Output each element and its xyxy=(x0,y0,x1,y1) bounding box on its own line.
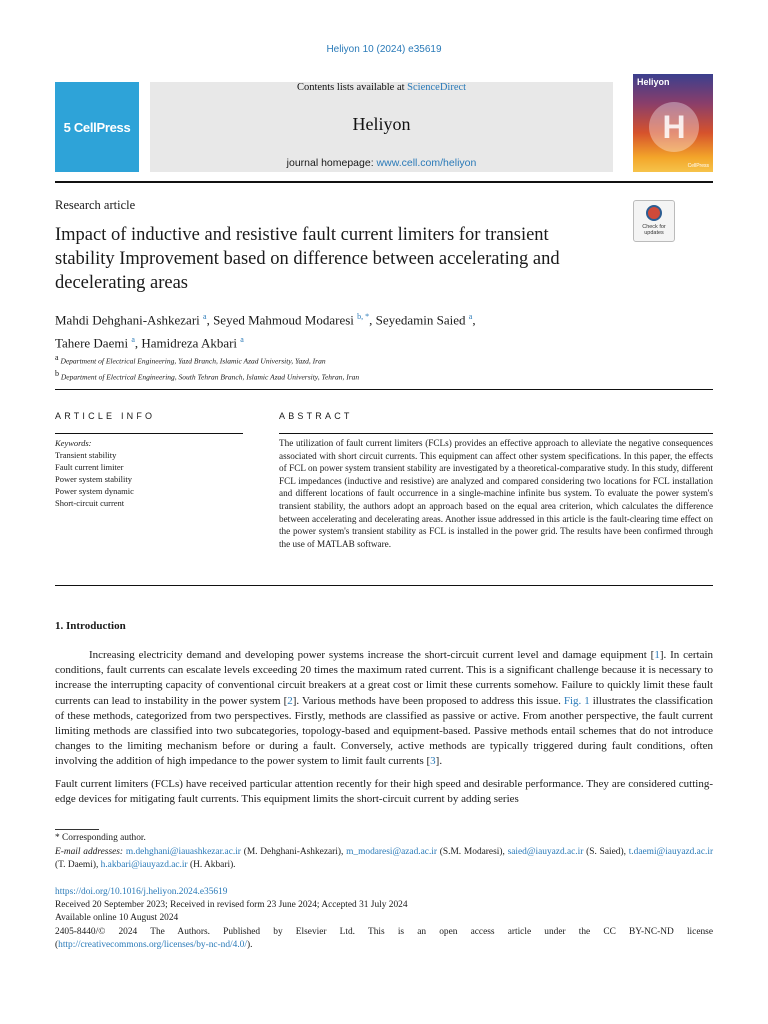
sciencedirect-link[interactable]: ScienceDirect xyxy=(407,82,467,93)
affiliation-mark: b xyxy=(55,368,59,378)
affiliations xyxy=(55,352,695,383)
author-affiliation-mark[interactable]: b, * xyxy=(357,312,370,321)
check-updates-icon xyxy=(646,205,662,221)
affiliation-item xyxy=(55,368,695,384)
citation-link-3[interactable]: 3 xyxy=(430,755,436,768)
email-owner: (H. Akbari). xyxy=(189,860,236,870)
paragraph-text: ]. xyxy=(435,755,443,768)
paragraph-text: ]. In certain conditions, fault currents can escalate levels exceeding 20 times the maximum rated current. This is a significant challenge because it is necessary to increase the interrupting capacity of conventional circuit breakers at a great cost or limit these currents somehow. Failure to quickly limit these fault currents can lead to instability in the power system [ xyxy=(55,649,714,707)
corresponding-author-note: * Corresponding author. xyxy=(55,833,146,843)
license-line xyxy=(55,939,713,952)
author-name[interactable]: Tahere Daemi xyxy=(55,335,129,351)
abstract-rule xyxy=(279,433,713,434)
cover-h-emblem: H xyxy=(649,102,699,152)
contents-line xyxy=(150,82,613,93)
journal-name: Heliyon xyxy=(352,114,411,134)
cellpress-logo[interactable] xyxy=(55,82,139,172)
license-paren: ). xyxy=(246,939,253,950)
article-info-heading: ARTICLE INFO xyxy=(55,411,156,421)
abstract-heading: ABSTRACT xyxy=(279,411,353,421)
intro-paragraph-2 xyxy=(55,777,713,807)
cover-footer: CellPress xyxy=(687,163,709,169)
journal-homepage-link[interactable]: www.cell.com/heliyon xyxy=(376,157,477,169)
article-info-rule xyxy=(55,433,243,434)
author-name[interactable]: Mahdi Dehghani-Ashkezari xyxy=(55,312,200,328)
author-affiliation-mark[interactable]: a xyxy=(468,312,473,321)
affiliation-item xyxy=(55,352,695,368)
abstract-end-rule xyxy=(55,585,713,586)
author-affiliation-mark[interactable]: a xyxy=(240,335,244,345)
keyword-item: Power system dynamic xyxy=(55,486,134,496)
cellpress-logo-text: 5 CellPress xyxy=(63,119,131,135)
email-link[interactable]: m.dehghani@iauashkezar.ac.ir xyxy=(125,846,241,857)
received-dates: Received 20 September 2023; Received in revised form 23 June 2024; Accepted 31 July 2024 xyxy=(55,900,408,911)
keyword-item: Fault current limiter xyxy=(55,462,124,472)
footnote-rule xyxy=(55,829,99,830)
author-name[interactable]: Hamidreza Akbari xyxy=(141,335,238,351)
check-updates-label: Check for updates xyxy=(642,224,666,236)
footnotes xyxy=(55,832,713,873)
keyword-item: Power system stability xyxy=(55,474,132,484)
email-link[interactable]: t.daemi@iauyazd.ac.ir xyxy=(628,846,714,857)
doi-link[interactable]: https://doi.org/10.1016/j.heliyon.2024.e35619 xyxy=(55,887,228,897)
section-heading-introduction: 1. Introduction xyxy=(55,620,126,632)
online-date: Available online 10 August 2024 xyxy=(55,913,179,924)
citation-link-2[interactable]: 2 xyxy=(287,694,293,707)
keyword-item: Transient stability xyxy=(55,450,117,460)
homepage-prefix: journal homepage: xyxy=(286,157,374,169)
citation-link-1[interactable]: 1 xyxy=(654,649,660,661)
article-title: Impact of inductive and resistive fault current limiters for transient stability Improvement based on difference between accelerating and decelerating areas xyxy=(55,225,560,293)
license-link[interactable]: http://creativecommons.org/licenses/by-nc-nd/4.0/ xyxy=(58,939,247,950)
abstract-text: The utilization of fault current limiters (FCLs) provides an effective approach to alleviate the negative consequences associated with short circuit currents. This equipment can affect other system specifications. In this paper, the effects of FCL on power system transient stability are investigated by a theoretical-comparative study. In this study, different FCL impedances (inductive and resistive) are analyzed and compared considering two locations for FCL installation and different locations of fault occurrence in a single-machine infinite bus system. To evaluate the power system's transient stability, the authors adopt an approach based on the equal area criterion, which calculates the difference between accelerating and decelerating areas. Another issue addressed in this article is the fault-clearing time effect on the power system's transient stability as FCL is installed in the power grid. The results have been confirmed through the use of MATLAB software. xyxy=(279,438,713,549)
publication-info xyxy=(55,886,713,952)
email-link[interactable]: saied@iauyazd.ac.ir xyxy=(507,846,584,857)
copyright-line: 2405-8440/© 2024 The Authors. Published by Elsevier Ltd. This is an open access article under the CC BY-NC-ND license xyxy=(55,926,713,937)
paragraph-text: Fault current limiters (FCLs) have received particular attention recently for their high speed and desirable performance. They are considered cutting-edge devices for mitigating fault currents. This equipment limits the short-circuit current by adding series xyxy=(55,778,713,806)
section-rule xyxy=(55,389,713,390)
author-affiliation-mark[interactable]: a xyxy=(203,312,207,321)
email-owner: (T. Daemi), xyxy=(55,860,99,870)
header-rule xyxy=(55,181,713,183)
homepage-line xyxy=(150,157,613,169)
article-type: Research article xyxy=(55,198,136,212)
keywords-block xyxy=(55,437,243,509)
keywords-label: Keywords: xyxy=(55,438,92,448)
journal-cover-image[interactable] xyxy=(633,74,713,172)
paragraph-text: Increasing electricity demand and developing power systems increase the short-circuit current level and damage equipment [ xyxy=(89,649,655,661)
affiliation-text: Department of Electrical Engineering, Yazd Branch, Islamic Azad University, Yazd, Iran xyxy=(60,356,326,366)
email-link[interactable]: m_modaresi@azad.ac.ir xyxy=(346,846,438,857)
journal-citation[interactable]: Heliyon 10 (2024) e35619 xyxy=(326,44,442,55)
author-affiliation-mark[interactable]: a xyxy=(131,335,135,345)
email-owner: (S.M. Modaresi), xyxy=(439,846,505,857)
license-paren: ( xyxy=(55,939,59,950)
figure-1-link[interactable]: Fig. 1 xyxy=(563,694,590,707)
email-addresses xyxy=(55,846,713,873)
email-owner: (M. Dehghani-Ashkezari), xyxy=(243,846,344,857)
email-owner: (S. Saied), xyxy=(586,846,626,857)
affiliation-mark: a xyxy=(55,353,59,362)
author-list: Mahdi Dehghani-Ashkezari $^a$, Seyed Mahmoud Modaresi $^{b, *}$, Seyedamin Saied $^a$, Tahere Daemi $^a$, Hamidreza Akbari $^a$ xyxy=(55,312,476,351)
contents-prefix: Contents lists available at xyxy=(296,82,405,93)
affiliation-text: Department of Electrical Engineering, South Tehran Branch, Islamic Azad University, Tehran, Iran xyxy=(60,372,360,381)
author-name[interactable]: Seyedamin Saied xyxy=(375,312,466,328)
paragraph-text: ]. Various methods have been proposed to address this issue. xyxy=(292,694,564,707)
email-link[interactable]: h.akbari@iauyazd.ac.ir xyxy=(100,860,188,870)
email-label: E-mail addresses: xyxy=(55,846,124,857)
intro-paragraph-1 xyxy=(55,648,713,770)
keyword-item: Short-circuit current xyxy=(55,498,125,508)
author-name[interactable]: Seyed Mahmoud Modaresi xyxy=(213,312,354,328)
check-for-updates-button[interactable] xyxy=(633,200,675,242)
paragraph-text: illustrates the classification of these methods, categorized from two perspectives. Firstly, methods are classified as passive or active. From another perspective, the fault current limiting methods are classified into two subcategories, topology-based and equipment-based. Passive methods entail schemes that do not introduce changes to the limiting mechanism before or during a fault. Conversely, active methods are typically triggered during fault conditions, often involving the addition of high impedance to the power system to limit fault currents [ xyxy=(55,694,713,768)
cover-title: Heliyon xyxy=(637,77,670,87)
